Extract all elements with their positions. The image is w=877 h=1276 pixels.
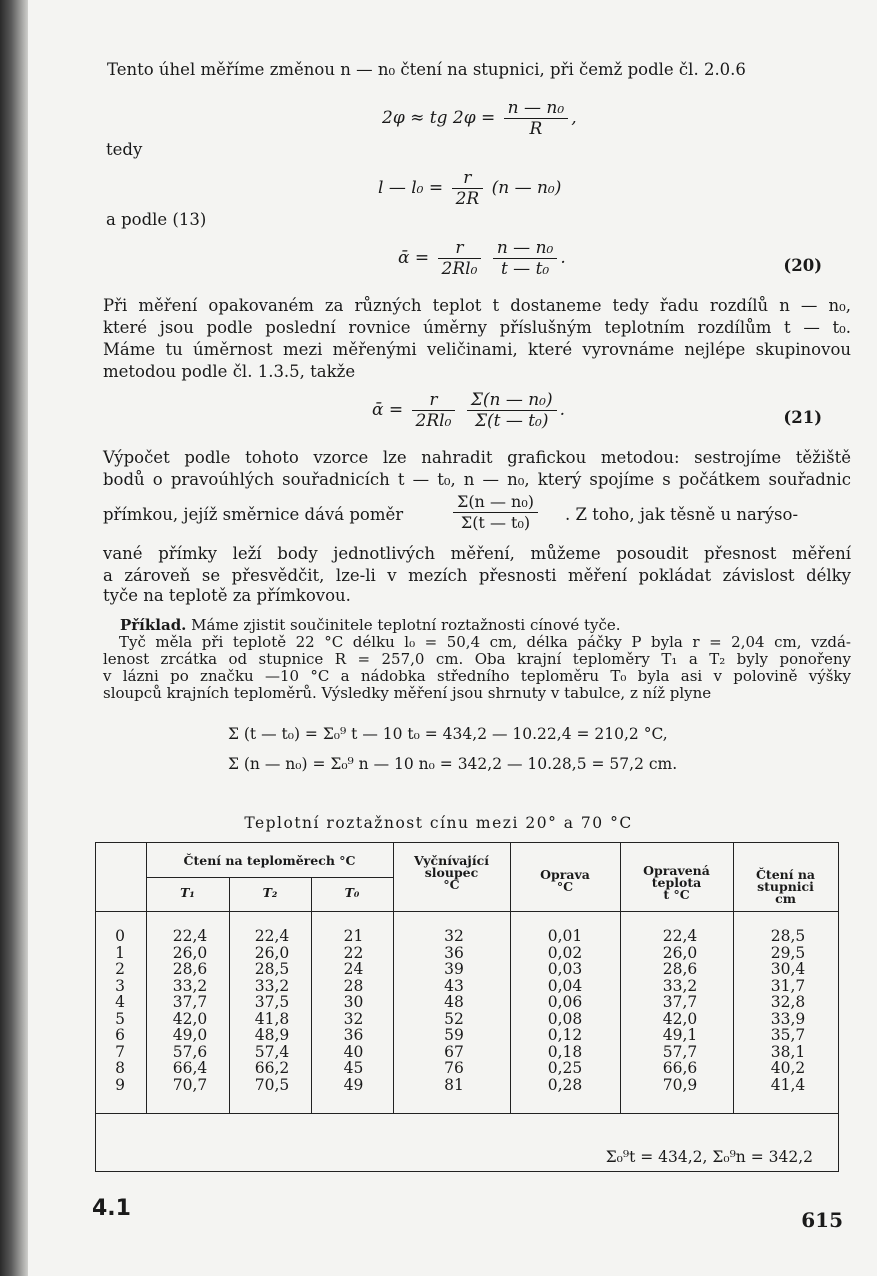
- header-vycn-1: Vyčnívající: [414, 853, 489, 868]
- table-cell: 22,4: [662, 927, 698, 945]
- header-opr-1: Opravená: [643, 863, 710, 878]
- table-cell: 28,5: [254, 960, 290, 978]
- table-cell: 0,18: [547, 1042, 583, 1061]
- table-cell: 40: [343, 1042, 364, 1061]
- eq1-fraction: [504, 98, 569, 139]
- table-cell: 57,6: [172, 1042, 208, 1061]
- table-cell: 43: [444, 976, 464, 995]
- para2-line-5: a zároveň se přesvědčit, lze-li v mezích přesnosti měření pokládat závislost délky: [103, 566, 851, 585]
- equation-number-21: (21): [783, 408, 822, 427]
- table-cell: 5: [115, 1009, 125, 1028]
- table-cell: 7: [115, 1042, 125, 1061]
- table-cell: 8: [115, 1059, 125, 1077]
- table-cell: 81: [444, 1075, 464, 1094]
- eq4-fraction-2: [467, 390, 557, 431]
- table-cell: 32,8: [770, 993, 806, 1011]
- book-spine-shadow: [0, 0, 28, 1276]
- table-cell: 66,6: [662, 1059, 698, 1077]
- header-t1: T₁: [180, 885, 195, 900]
- header-cteni: [733, 869, 838, 905]
- table-cell: 28,5: [770, 927, 806, 945]
- table-cell: 76: [444, 1059, 464, 1077]
- table-cell: 67: [444, 1042, 464, 1061]
- table-cell: 30: [343, 993, 364, 1011]
- table-cell: 45: [343, 1059, 364, 1077]
- table-cell: 41,8: [254, 1009, 290, 1028]
- para2-line-4: vané přímky leží body jednotlivých měření, můžeme posoudit přesnost měření: [103, 544, 851, 563]
- table-cell: 39: [444, 960, 464, 978]
- example-line-3: v lázni po značku —10 °C a nádobka středního teploměru T₀ byla asi v polovině výšky: [103, 667, 851, 685]
- para2-fraction: [450, 492, 541, 533]
- table-cell: 9: [115, 1075, 125, 1094]
- table-cell: 3: [115, 976, 125, 995]
- table-cell: 24: [343, 960, 364, 978]
- eq3-fraction-2: [493, 238, 558, 279]
- col-teplota: [650, 928, 710, 1093]
- para2-frac-numerator: Σ(n — n₀): [453, 492, 538, 513]
- para2-line-1: Výpočet podle tohoto vzorce lze nahradit grafickou metodou: sestrojíme těžiště: [103, 448, 851, 467]
- table-cell: 37,7: [172, 993, 208, 1011]
- para1-line-4: metodou podle čl. 1.3.5, takže: [103, 362, 356, 381]
- para1-line-1: Při měření opakovaném za různých teplot t dostaneme tedy řadu rozdílů n — n₀,: [103, 296, 851, 315]
- table-cell: 21: [343, 927, 364, 945]
- table-cell: 33,9: [770, 1009, 806, 1028]
- example-line-2: lenost zrcátka od stupnice R = 257,0 cm. Oba krajní teploměry T₁ a T₂ byly ponořeny: [103, 650, 851, 668]
- para1-line-3: Máme tu úměrnost mezi měřenými veličinami, které vyrovnáme nejlépe skupinovou: [103, 340, 851, 359]
- equation-1: 2φ ≈ tg 2φ = $\frac{\text{n — n₀}}{R}$ ,: [382, 98, 577, 139]
- eq4-numerator-2: Σ(n — n₀): [467, 390, 557, 411]
- para2-line-3a: přímkou, jejíž směrnice dává poměr: [103, 505, 404, 524]
- equation-number-20: (20): [783, 256, 822, 275]
- eq1-denominator: R: [529, 119, 543, 139]
- col-t2: [242, 928, 302, 1093]
- eq4-numerator-1: r: [412, 390, 456, 411]
- para2-line-3b: . Z toho, jak těsně u narýso-: [565, 505, 799, 524]
- header-cteni-3: cm: [775, 891, 796, 906]
- example-intro: Máme zjistit součinitele teplotní roztažnosti cínové tyče.: [186, 616, 621, 634]
- table-cell: 0,06: [547, 993, 583, 1011]
- table-cell: 42,0: [662, 1009, 698, 1028]
- table-cell: 29,5: [770, 943, 806, 962]
- table-cell: 52: [444, 1009, 464, 1028]
- table-cell: 70,5: [254, 1075, 290, 1094]
- table-cell: 33,2: [254, 976, 290, 995]
- table-cell: 22,4: [254, 927, 290, 945]
- table-cell: 59: [444, 1026, 464, 1044]
- table-vline: [311, 877, 312, 1113]
- table-cell: 42,0: [172, 1009, 208, 1028]
- table-cell: 0,04: [547, 976, 583, 995]
- header-opr-3: t °C: [663, 887, 690, 902]
- table-cell: 0,12: [547, 1026, 583, 1044]
- table-cell: 0,02: [547, 943, 583, 962]
- col-t0: [326, 928, 381, 1093]
- table-cell: 41,4: [770, 1075, 806, 1094]
- table-vline: [146, 843, 147, 1113]
- page-number: 615: [801, 1208, 843, 1232]
- table-cell: 66,2: [254, 1059, 290, 1077]
- table-hline: [146, 877, 393, 878]
- table-cell: 57,7: [662, 1042, 698, 1061]
- eq4-fraction-1: [412, 390, 456, 431]
- col-index: [108, 928, 132, 1093]
- table-cell: 26,0: [254, 943, 290, 962]
- line-intro: Tento úhel měříme změnou n — n₀ čtení na stupnici, při čemž podle čl. 2.0.6: [107, 60, 746, 79]
- eq3-denominator-2: t — t₀: [500, 259, 550, 279]
- equation-21: ᾱ = $\frac{r}{\text{2Rl₀}}$ $\frac{\text{Σ(n — n₀)}}{\text{Σ(t — t₀)}}$ . (21): [372, 390, 822, 431]
- eq2-denominator: 2R: [455, 189, 480, 209]
- table-cell: 2: [115, 960, 125, 978]
- header-vycn-2: sloupec: [424, 865, 479, 880]
- table-cell: 49,0: [172, 1026, 208, 1044]
- col-vycnivajici: [424, 928, 484, 1093]
- table-cell: 22: [343, 943, 364, 962]
- eq2-numerator: r: [452, 168, 484, 189]
- header-vycn-3: °C: [443, 877, 460, 892]
- table-cell: 28,6: [662, 960, 698, 978]
- table-cell: 0,25: [547, 1059, 583, 1077]
- header-opravena-teplota: [620, 865, 733, 901]
- table-cell: 30,4: [770, 960, 806, 978]
- table-cell: 0,01: [547, 927, 583, 945]
- table-hline: [96, 1113, 838, 1114]
- table-cell: 48,9: [254, 1026, 290, 1044]
- header-t2: T₂: [262, 885, 278, 900]
- header-opr-2: teplota: [651, 875, 702, 890]
- table-cell: 26,0: [172, 943, 208, 962]
- sum-equation-1: Σ (t — t₀) = Σ₀⁹ t — 10 t₀ = 434,2 — 10.22,4 = 210,2 °C,: [228, 725, 668, 743]
- table-cell: 0,03: [547, 960, 583, 978]
- table-vline: [229, 877, 230, 1113]
- eq2-rhs: (n — n₀): [491, 178, 562, 198]
- table-cell: 49: [343, 1075, 364, 1094]
- table-cell: 48: [444, 993, 464, 1011]
- header-oprava: [510, 869, 620, 893]
- table-cell: 38,1: [770, 1042, 806, 1061]
- table-sum: Σ₀⁹t = 434,2, Σ₀⁹n = 342,2: [605, 1148, 813, 1166]
- eq2-lhs: l — l₀ =: [378, 178, 444, 198]
- table-cell: 66,4: [172, 1059, 208, 1077]
- eq4-lhs: ᾱ =: [372, 400, 404, 420]
- eq3-lhs: ᾱ =: [398, 248, 430, 268]
- col-cteni: [758, 928, 818, 1093]
- table-cell: 33,2: [662, 976, 698, 995]
- table-cell: 70,9: [662, 1075, 698, 1094]
- table-cell: 40,2: [770, 1059, 806, 1077]
- para2-line-6: tyče na teplotě za přímkovou.: [103, 586, 351, 605]
- para2-frac-denominator: Σ(t — t₀): [460, 513, 531, 532]
- table-cell: 70,7: [172, 1075, 208, 1094]
- eq1-lhs: 2φ ≈ tg 2φ =: [382, 108, 496, 128]
- eq2-fraction: [452, 168, 484, 209]
- table-cell: 57,4: [254, 1042, 290, 1061]
- table-cell: 0: [115, 927, 125, 945]
- table-cell: 1: [115, 943, 125, 962]
- table-cell: 32: [343, 1009, 364, 1028]
- header-vycnivajici: [393, 855, 510, 891]
- table-cell: 49,1: [662, 1026, 698, 1044]
- example-first-line: [120, 615, 621, 635]
- table-cell: 36: [444, 943, 464, 962]
- table-cell: 28,6: [172, 960, 208, 978]
- table-cell: 28: [343, 976, 364, 995]
- eq1-numerator: n — n₀: [504, 98, 569, 119]
- table-cell: 22,4: [172, 927, 208, 945]
- table-cell: 4: [115, 993, 125, 1011]
- table-cell: 0,08: [547, 1009, 583, 1028]
- table-title: Teplotní roztažnost cínu mezi 20° a 70 °C: [244, 814, 633, 832]
- example-line-4: sloupců krajních teploměrů. Výsledky měření jsou shrnuty v tabulce, z níž plyne: [103, 684, 712, 702]
- example-line-1: Tyč měla při teplotě 22 °C délku l₀ = 50,4 cm, délka páčky P byla r = 2,04 cm, vzdá-: [119, 633, 851, 651]
- header-oprava-1: Oprava: [540, 867, 590, 882]
- sum-equation-2: Σ (n — n₀) = Σ₀⁹ n — 10 n₀ = 342,2 — 10.28,5 = 57,2 cm.: [228, 755, 678, 773]
- header-group: Čtení na teploměrech °C: [183, 853, 356, 868]
- eq3-denominator-1: 2Rl₀: [441, 259, 478, 279]
- table-hline: [96, 911, 838, 912]
- header-oprava-2: °C: [556, 879, 574, 894]
- header-t0: T₀: [344, 885, 360, 900]
- table-cell: 32: [444, 927, 464, 945]
- eq4-denominator-1: 2Rl₀: [415, 411, 452, 431]
- table-cell: 36: [343, 1026, 364, 1044]
- table-cell: 37,7: [662, 993, 698, 1011]
- table-cell: 6: [115, 1026, 125, 1044]
- eq4-denominator-2: Σ(t — t₀): [474, 411, 549, 431]
- header-cteni-1: Čtení na: [755, 867, 816, 882]
- equation-2: [378, 168, 561, 209]
- equation-20: ᾱ = $\frac{r}{\text{2Rl₀}}$ $\frac{\text{n — n₀}}{\text{t — t₀}}$ . (20): [398, 238, 822, 279]
- eq3-numerator-1: r: [438, 238, 482, 259]
- table-cell: 37,5: [254, 993, 290, 1011]
- col-t1: [160, 928, 220, 1093]
- table-cell: 33,2: [172, 976, 208, 995]
- section-number: 4.1: [92, 1196, 131, 1221]
- podle-13: a podle (13): [106, 210, 207, 229]
- example-title: Příklad.: [120, 616, 187, 634]
- para2-fraction-body: [453, 492, 538, 533]
- eq3-fraction-1: [438, 238, 482, 279]
- table-cell: 26,0: [662, 943, 698, 962]
- eq3-numerator-2: n — n₀: [493, 238, 558, 259]
- word-tedy: tedy: [106, 140, 143, 159]
- header-cteni-2: stupnici: [757, 879, 814, 894]
- para2-line-2: bodů o pravoúhlých souřadnicích t — t₀, n — n₀, který spojíme s počátkem souřadnic: [103, 470, 851, 489]
- table-cell: 35,7: [770, 1026, 806, 1044]
- table-cell: 31,7: [770, 976, 806, 995]
- table-cell: 0,28: [547, 1075, 583, 1094]
- para1-line-2: které jsou podle poslední rovnice úměrny příslušným teplotním rozdílům t — t₀.: [103, 318, 851, 337]
- col-oprava: [535, 928, 595, 1093]
